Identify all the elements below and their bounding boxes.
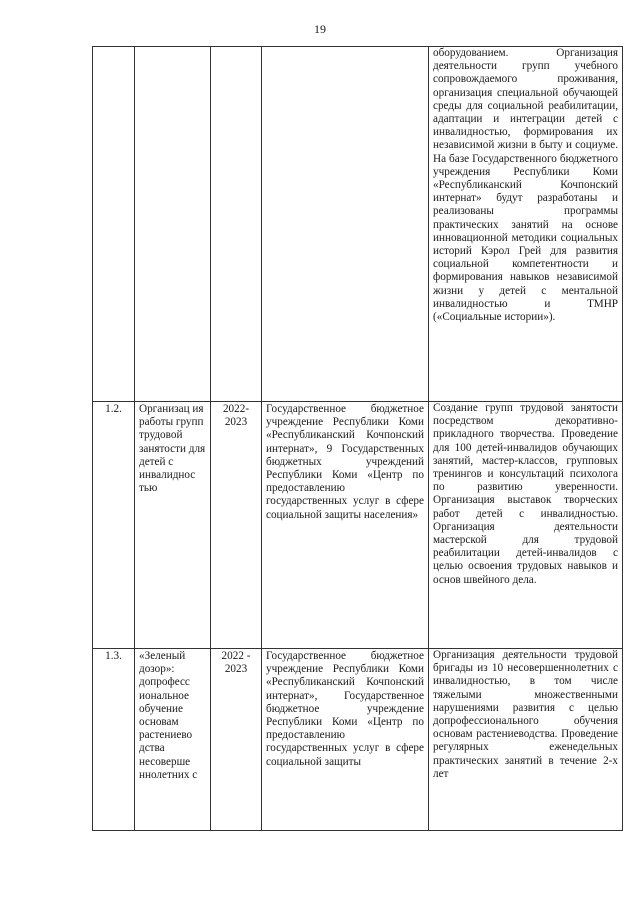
executor-cell: Государственное бюджетное учреждение Республики Коми «Республиканский Кочпонский интернат», 9 Государственных бюджетных учреждений Республики Коми «Центр по предоставлению государственных услуг в сфере социальной защиты населения» (262, 402, 429, 649)
period-cell (211, 47, 262, 402)
result-cell: оборудованием. Организация деятельности групп учебного сопровождаемого проживания, организация специальной обучающей среды для социальной реабилитации, адаптации и интеграции детей с инвалидностью, формирования их независимой жизни в быту и социуме. На базе Государственного бюджетного учреждения Республики Коми «Республиканский Кочпонский интернат» будут разработаны и реализованы программы практических занятий на основе инновационной методики социальных историй Кэрол Грей для развития социальной компетентности и формирования навыков независимой жизни у детей с ментальной инвалидностью и ТМНР («Социальные истории»). (429, 47, 623, 402)
executor-cell (262, 47, 429, 402)
activity-cell: «Зеленый дозор»: допрофесс иональное обучение основам растениево дства несовершe ннолетних с (135, 649, 211, 831)
activity-cell (135, 47, 211, 402)
page-number: 19 (314, 22, 326, 36)
row-number-cell: 1.3. (93, 649, 135, 831)
period-cell: 2022- 2023 (211, 402, 262, 649)
table-row (93, 402, 623, 649)
table-row (93, 47, 623, 402)
row-number-cell (93, 47, 135, 402)
activity-cell: Организац ия работы групп трудовой занятости для детей с инвалиднос тью (135, 402, 211, 649)
period-cell: 2022 - 2023 (211, 649, 262, 831)
measures-table (92, 46, 623, 831)
executor-cell: Государственное бюджетное учреждение Республики Коми «Республиканский Кочпонский интернат», Государственное бюджетное учреждение Республики Коми «Центр по предоставлению государственных услуг в сфере социальной защиты (262, 649, 429, 831)
result-cell: Создание групп трудовой занятости посредством декоративно-прикладного творчества. Проведение для 100 детей-инвалидов обучающих занятий, мастер-классов, групповых тренингов и консультаций психолога по развитию уверенности. Организация выставок творческих работ детей с инвалидностью. Организация деятельности мастерской для трудовой реабилитации детей-инвалидов с целью освоения трудовых навыков и основ швейного дела. (429, 402, 623, 649)
result-cell: Организация деятельности трудовой бригады из 10 несовершеннолетних с инвалидностью, в том числе тяжелыми множественными нарушениями развития с целью допрофессионального обучения основам растениеводства. Проведение регулярных еженедельных практических занятий в течение 2-х лет (429, 649, 623, 831)
table-row (93, 649, 623, 831)
row-number-cell: 1.2. (93, 402, 135, 649)
